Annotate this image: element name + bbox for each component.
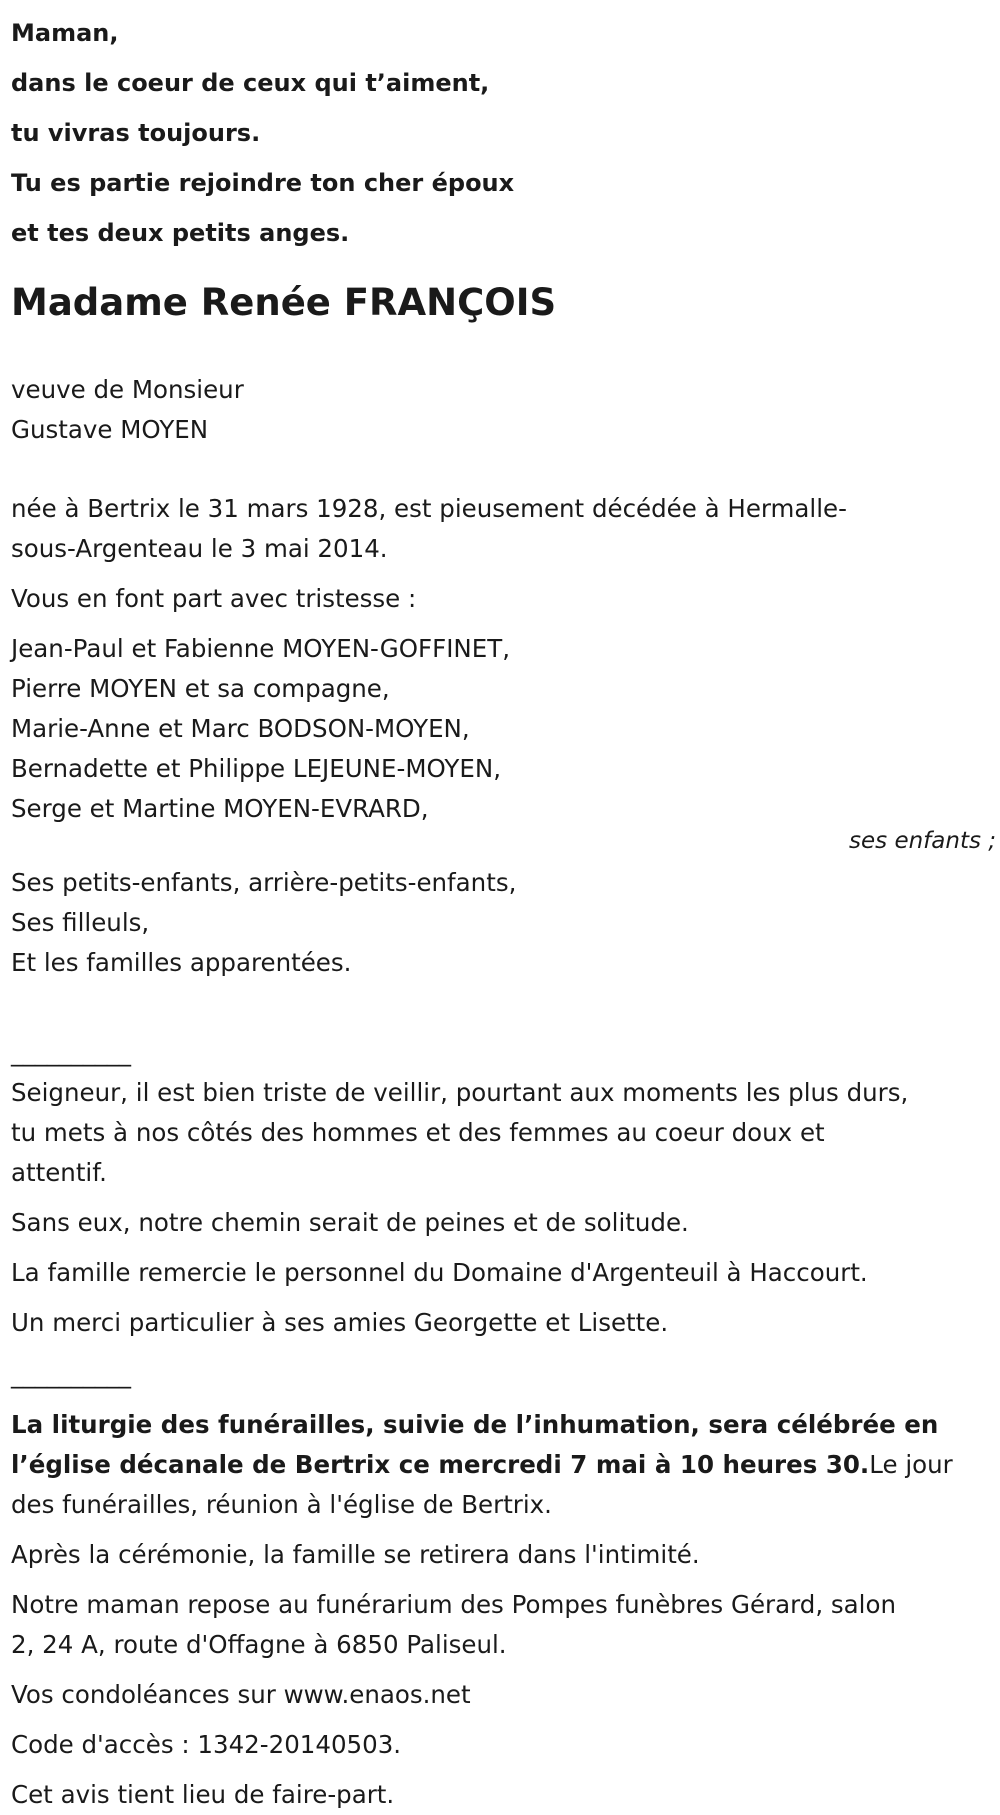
child-entry: Jean-Paul et Fabienne MOYEN-GOFFINET, — [11, 634, 510, 663]
separator: __________ — [11, 1361, 131, 1389]
birth-death-line: sous-Argenteau le 3 mai 2014. — [11, 534, 388, 563]
prayer-line: Seigneur, il est bien triste de veillir, pourtant aux moments les plus durs, — [11, 1078, 909, 1107]
poem-line: Maman, — [11, 19, 119, 47]
separator: __________ — [11, 1039, 131, 1067]
funeral-day-text: Le jour — [869, 1450, 953, 1479]
access-code: Code d'accès : 1342-20140503. — [11, 1730, 402, 1759]
birth-death-line: née à Bertrix le 31 mars 1928, est pieusement décédée à Hermalle- — [11, 494, 847, 523]
condolences-text: Vos condoléances sur www.enaos.net — [11, 1680, 471, 1709]
obituary-notice — [11, 0, 996, 1815]
announcement-intro: Vous en font part avec tristesse : — [11, 584, 417, 613]
thanks-friends: Un merci particulier à ses amies Georgette et Lisette. — [11, 1308, 669, 1337]
resting-place — [11, 1585, 996, 1665]
resting-line: 2, 24 A, route d'Offagne à 6850 Paliseul. — [11, 1630, 507, 1659]
thanks-staff: La famille remercie le personnel du Domaine d'Argenteuil à Haccourt. — [11, 1258, 868, 1287]
child-entry: Serge et Martine MOYEN-EVRARD, — [11, 794, 429, 823]
relative-entry: Ses petits-enfants, arrière-petits-enfants, — [11, 868, 517, 897]
widow-line: veuve de Monsieur — [11, 375, 244, 404]
child-entry: Marie-Anne et Marc BODSON-MOYEN, — [11, 714, 470, 743]
funeral-details — [11, 1405, 996, 1525]
poem-line: tu vivras toujours. — [11, 119, 261, 147]
resting-line: Notre maman repose au funérarium des Pompes funèbres Gérard, salon — [11, 1590, 896, 1619]
children-label: ses enfants ; — [849, 828, 996, 854]
poem-line: dans le coeur de ceux qui t’aiment, — [11, 69, 490, 97]
deceased-name: Madame Renée FRANÇOIS — [11, 281, 557, 324]
child-entry: Bernadette et Philippe LEJEUNE-MOYEN, — [11, 754, 501, 783]
prayer-line: attentif. — [11, 1158, 107, 1187]
relative-entry: Ses filleuls, — [11, 908, 150, 937]
widow-of — [11, 370, 996, 450]
funeral-bold-line: l’église décanale de Bertrix ce mercredi 7 mai à 10 heures 30. — [11, 1450, 870, 1479]
poem-line: et tes deux petits anges. — [11, 219, 350, 247]
relative-entry: Et les familles apparentées. — [11, 948, 352, 977]
children-list — [11, 629, 996, 829]
poem — [11, 8, 996, 258]
other-relatives — [11, 863, 996, 983]
solitude-text: Sans eux, notre chemin serait de peines et de solitude. — [11, 1208, 689, 1237]
birth-death — [11, 489, 996, 569]
funeral-meeting-line: des funérailles, réunion à l'église de Bertrix. — [11, 1490, 552, 1519]
prayer-line: tu mets à nos côtés des hommes et des femmes au coeur doux et — [11, 1118, 825, 1147]
widow-line: Gustave MOYEN — [11, 415, 209, 444]
funeral-bold-line: La liturgie des funérailles, suivie de l’inhumation, sera célébrée en — [11, 1410, 939, 1439]
prayer — [11, 1073, 996, 1193]
closing-text: Cet avis tient lieu de faire-part. — [11, 1780, 395, 1809]
child-entry: Pierre MOYEN et sa compagne, — [11, 674, 390, 703]
after-ceremony: Après la cérémonie, la famille se retirera dans l'intimité. — [11, 1540, 700, 1569]
poem-line: Tu es partie rejoindre ton cher époux — [11, 169, 515, 197]
